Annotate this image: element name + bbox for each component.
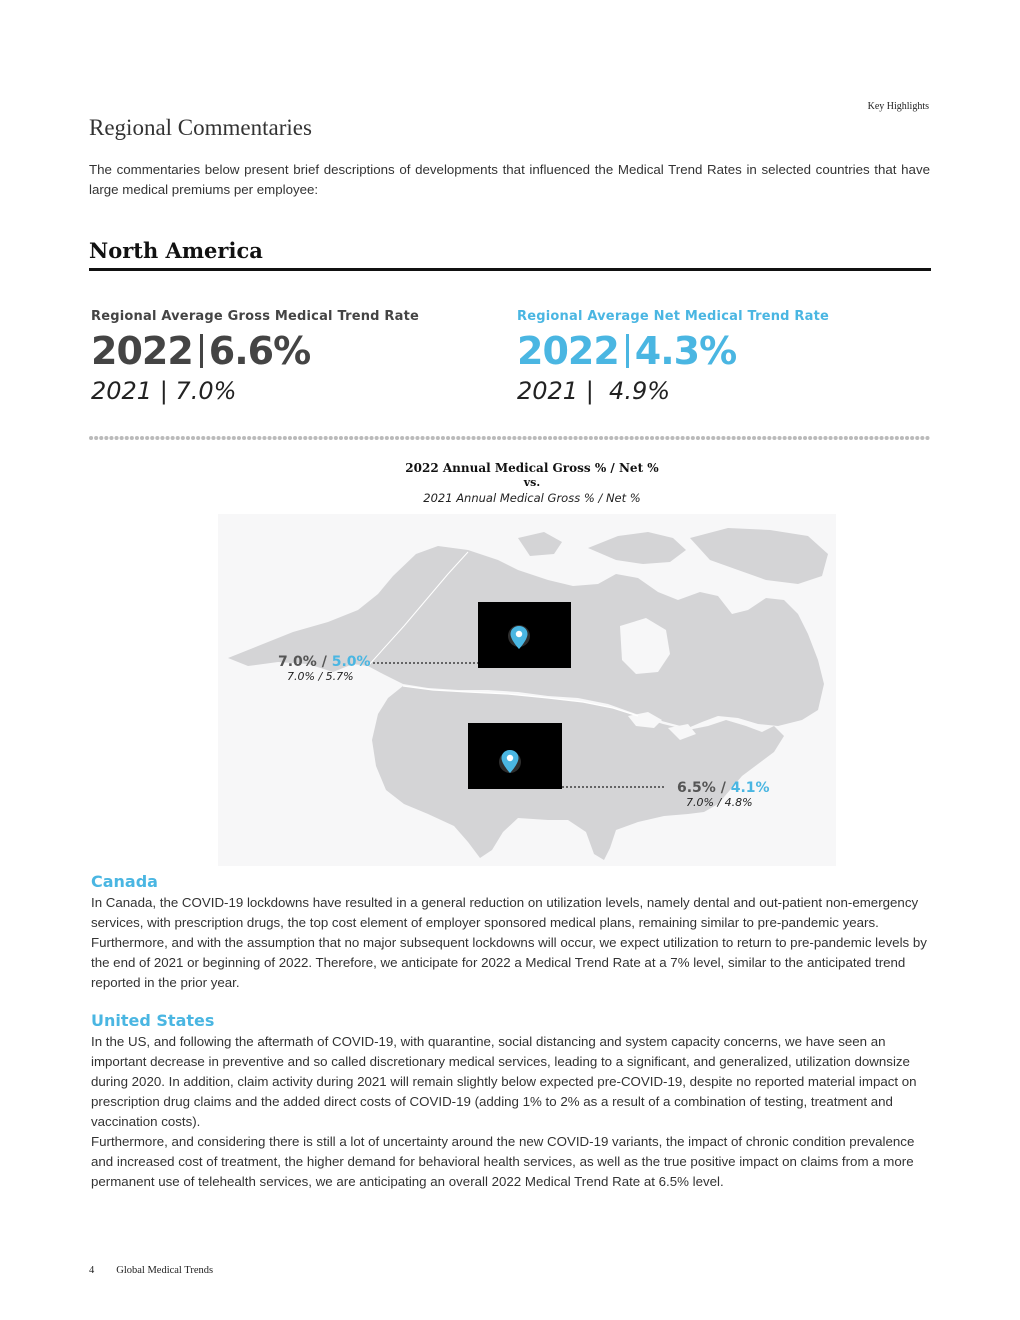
canada-body <box>91 893 931 993</box>
gross-stat-year: 2022 <box>91 329 193 373</box>
net-stat-label: Regional Average Net Medical Trend Rate <box>517 309 830 324</box>
page-number: 4 <box>89 1265 95 1276</box>
us-heading: United States <box>91 1011 215 1030</box>
gross-stat-value <box>91 329 419 373</box>
intro-paragraph: The commentaries below present brief descriptions of developments that influenced the Medical Trend Rates in selected countries that have large medical premiums per employee: <box>89 162 930 197</box>
canada-callout-current: 7.0% / 5.0% <box>278 654 371 670</box>
us-paragraph-1: In the US, and following the aftermath of COVID-19, with quarantine, social distancing and system capacity concerns, we have seen an important decrease in preventive and so called discretionary medical services, leading to a significant, and generalized, utilization downsize during 2020. In addition, claim activity during 2021 will remain slightly below expected pre-COVID-19, despite no reported material impact on prescription drug claims and the added direct costs of COVID-19 (adding 1% to 2% as a result of a combination of testing, treatment and vaccination costs). <box>91 1034 917 1129</box>
canada-heading: Canada <box>91 872 158 891</box>
net-stat-prev: 2021 | 4.9% <box>517 377 671 405</box>
us-body <box>91 1032 931 1192</box>
us-callout <box>677 780 770 809</box>
map-chart-title <box>280 461 784 505</box>
net-stat-percent: 4.3% <box>634 329 737 373</box>
gross-stat <box>91 309 419 406</box>
region-divider <box>89 268 931 271</box>
us-callout-current: 6.5% / 4.1% <box>677 780 770 796</box>
net-stat-value <box>517 329 829 373</box>
page-title: Regional Commentaries <box>89 115 312 140</box>
us-callout-prev: 7.0% / 4.8% <box>686 796 753 809</box>
header-tag: Key Highlights <box>867 101 929 112</box>
page-footer <box>89 1265 213 1276</box>
gross-stat-prev: 2021 | 7.0% <box>91 377 237 405</box>
gross-stat-percent: 6.6% <box>208 329 311 373</box>
north-america-map <box>218 514 836 866</box>
gross-stat-label: Regional Average Gross Medical Trend Rate <box>91 309 420 324</box>
us-paragraph-2: Furthermore, and considering there is still a lot of uncertainty around the new COVID-19 variants, the impact of chronic condition prevalence and increased cost of treatment, the higher demand for behavioral health services, as well as the true positive impact on claims from a more permanent use of telehealth services, we are anticipating an overall 2022 Medical Trend Rate at 6.5% level. <box>91 1134 915 1189</box>
map-title-line3: 2021 Annual Medical Gross % / Net % <box>423 491 641 505</box>
canada-paragraph: In Canada, the COVID-19 lockdowns have resulted in a general reduction on utilization levels, namely dental and out-patient non-emergency services, with prescription drugs, the top cost element of employer sponsored medical plans, remaining similar to pre-pandemic years. Furthermore, and with the assumption that no major subsequent lockdowns will occur, we expect utilization to return to pre-pandemic levels by the end of 2021 or beginning of 2022. Therefore, we anticipate for 2022 a Medical Trend Rate at a 7% level, similar to the anticipated trend reported in the prior year. <box>91 895 927 990</box>
region-title: North America <box>89 238 263 263</box>
net-stat-year: 2022 <box>517 329 619 373</box>
dotted-divider <box>89 434 931 442</box>
footer-title: Global Medical Trends <box>116 1265 214 1276</box>
net-stat <box>517 309 829 406</box>
map-title-line2: vs. <box>523 476 541 489</box>
map-title-line1: 2022 Annual Medical Gross % / Net % <box>405 461 659 475</box>
canada-callout-prev: 7.0% / 5.7% <box>287 670 354 683</box>
canada-callout <box>278 654 371 683</box>
